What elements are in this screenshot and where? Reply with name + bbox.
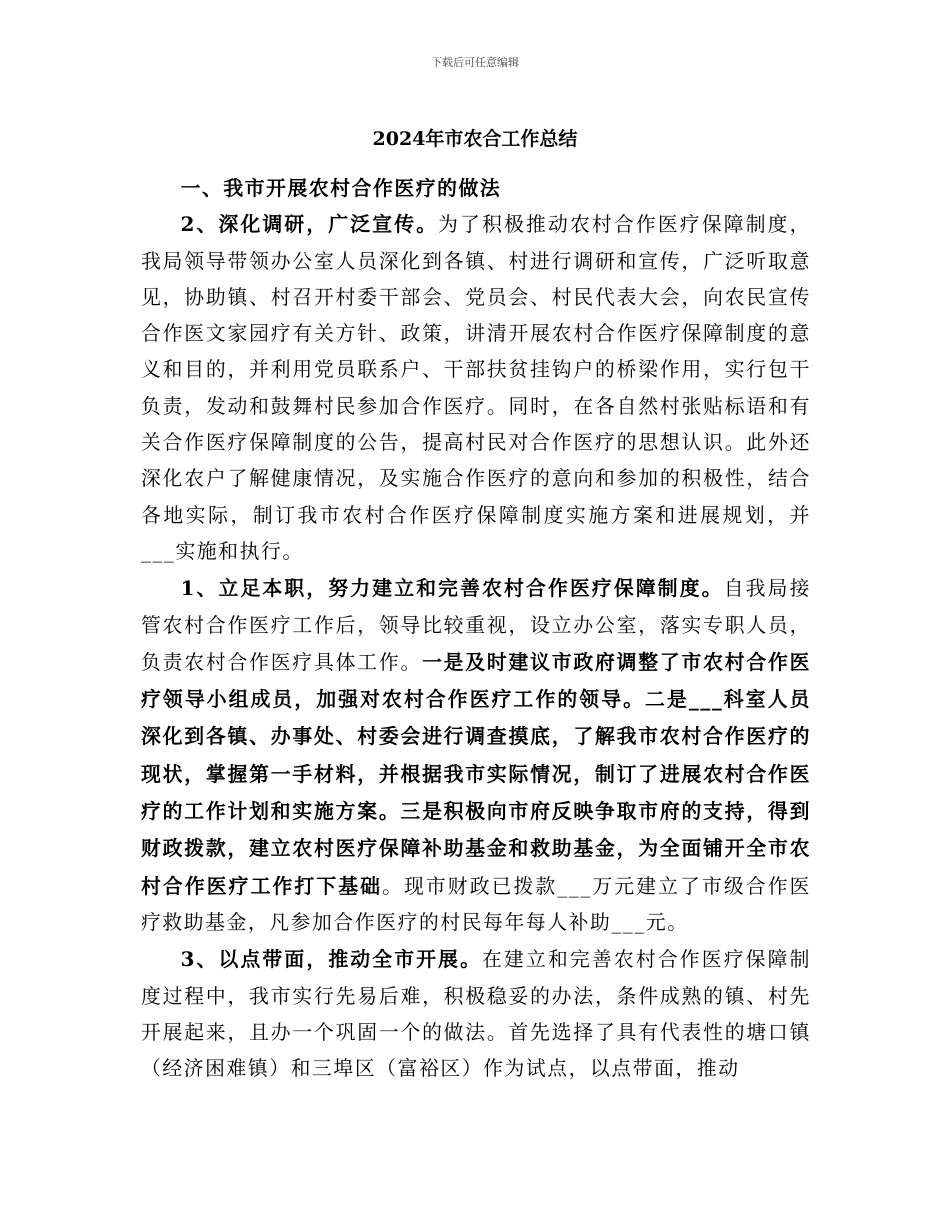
paragraph-publicity — [141, 206, 811, 570]
paragraph-text: 。现市财政已拨款___万元建立了市级合作医疗救助基金，凡参加合作医疗的村民每年每人补助___元。 — [141, 874, 811, 934]
document-body — [141, 170, 811, 1087]
section-heading: 一、我市开展农村合作医疗的做法 — [180, 176, 502, 200]
paragraph-bold-text: 一是及时建议市政府调整了市农村合作医疗领导小组成员，加强对农村合作医疗工作的领导。二是___科室人员深化到各镇、办事处、村委会进行调查摸底，了解我市农村合作医疗的现状，掌握第一手材料，并根据我市实际情况，制订了进展农村合作医疗的工作计划和实施方案。三是积极向市府反映争取市府的支持，得到财政拨款，建立农村医疗保障补助基金和救助基金，为全面铺开全市农村合作医疗工作打下基础 — [141, 649, 811, 898]
paragraph-text: 在建立和完善农村合作医疗保障制度过程中，我市实行先易后难，积极稳妥的办法，条件成熟的镇、村先开展起来，且办一个巩固一个的做法。首先选择了具有代表性的塘口镇（经济困难镇）和三埠区（富裕区）作为试点，以点带面，推动 — [141, 948, 811, 1081]
paragraph-lead: 3、以点带面，推动全市开展。 — [180, 947, 483, 972]
paragraph-text: 自我局接管农村合作医疗工作后，领导比较重视，设立办公室，落实专职人员，负责农村合作医疗具体工作。 — [141, 577, 811, 674]
paragraph-lead: 2、深化调研，广泛宣传。 — [180, 212, 439, 237]
page-header-note: 下载后可任意编辑 — [431, 56, 519, 69]
paragraph-text: 为了积极推动农村合作医疗保障制度，我局领导带领办公室人员深化到各镇、村进行调研和宣传，广泛听取意见，协助镇、村召开村委干部会、党员会、村民代表大会，向农民宣传合作医文家园疗有关方针、政策，讲清开展农村合作医疗保障制度的意义和目的，并利用党员联系户、干部扶贫挂钩户的桥梁作用，实行包干负责，发动和鼓舞村民参加合作医疗。同时，在各自然村张贴标语和有关合作医疗保障制度的公告，提高村民对合作医疗的思想认识。此外还深化农户了解健康情况，及实施合作医疗的意向和参加的积极性，结合各地实际，制订我市农村合作医疗保障制度实施方案和进展规划，并___实施和执行。 — [141, 213, 812, 563]
document-title: 2024年市农合工作总结 — [372, 128, 578, 150]
paragraph-pilot — [141, 941, 811, 1087]
paragraph-lead: 1、立足本职，努力建立和完善农村合作医疗保障制度。 — [180, 576, 724, 601]
paragraph-system — [141, 570, 811, 941]
